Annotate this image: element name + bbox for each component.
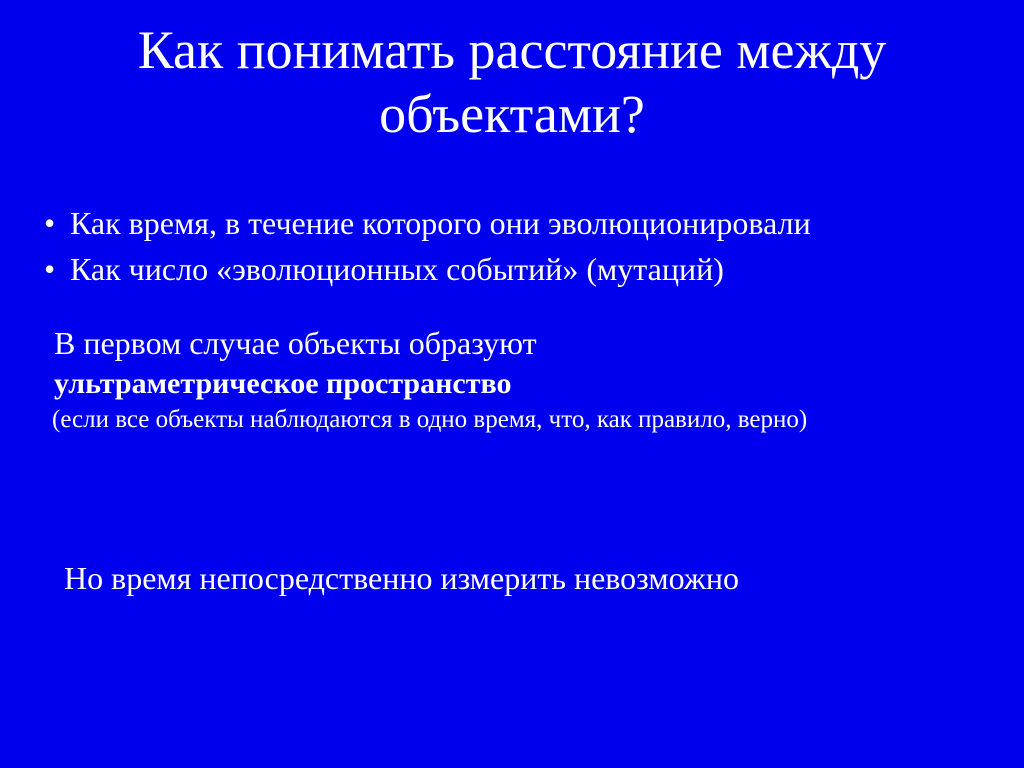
closing-statement: Но время непосредственно измерить невозможно: [64, 560, 740, 596]
bullet-item: [44, 246, 811, 292]
bullet-list: [44, 200, 811, 292]
bullet-marker: •: [44, 205, 56, 241]
bullet-text: Как число «эволюционных событий» (мутаций): [70, 251, 724, 287]
bullet-text: Как время, в течение которого они эволюционировали: [70, 205, 811, 241]
explanation-paragraph: [54, 322, 1014, 436]
bullet-marker: •: [44, 251, 56, 287]
slide-title-line-2: объектами?: [379, 84, 645, 144]
paragraph-bold-term: ультраметрическое пространство: [54, 367, 512, 400]
paragraph-note: (если все объекты наблюдаются в одно время, что, как правило, верно): [52, 406, 808, 433]
bullet-item: [44, 200, 811, 246]
slide-title-line-1: Как понимать расстояние между: [137, 20, 887, 80]
slide-title: [0, 18, 1024, 146]
paragraph-line-1: В первом случае объекты образуют: [54, 325, 537, 361]
